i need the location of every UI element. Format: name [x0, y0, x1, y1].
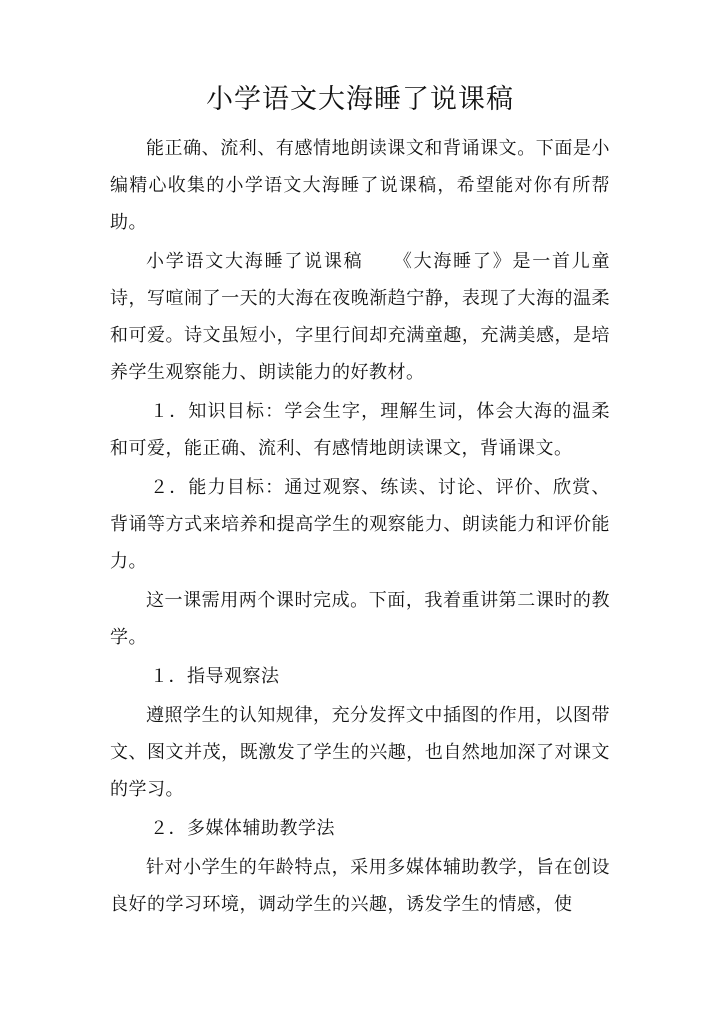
document-page	[110, 80, 610, 923]
paragraph-knowledge-goal: １．知识目标：学会生字，理解生词，体会大海的温柔和可爱，能正确、流利、有感情地朗读课文，背诵课文。	[110, 401, 610, 459]
paragraph-multimedia-method: 针对小学生的年龄特点，采用多媒体辅助教学，旨在创设良好的学习环境，调动学生的兴趣，诱发学生的情感，使	[110, 857, 610, 915]
paragraph-overview: 小学语文大海睡了说课稿 《大海睡了》是一首儿童诗，写喧闹了一天的大海在夜晚渐趋宁静，表现了大海的温柔和可爱。诗文虽短小，字里行间却充满童趣，充满美感，是培养学生观察能力、朗读能力的好教材。	[110, 251, 610, 383]
document-title: 小学语文大海睡了说课稿	[206, 84, 514, 115]
heading-observation-method: １．指导观察法	[150, 666, 280, 687]
paragraph-ability-goal: ２．能力目标：通过观察、练读、讨论、评价、欣赏、背诵等方式来培养和提高学生的观察能力、朗读能力和评价能力。	[110, 477, 610, 572]
paragraph-intro: 能正确、流利、有感情地朗读课文和背诵课文。下面是小编精心收集的小学语文大海睡了说课稿，希望能对你有所帮助。	[110, 138, 610, 233]
paragraph-observation-method: 遵照学生的认知规律，充分发挥文中插图的作用，以图带文、图文并茂，既激发了学生的兴趣，也自然地加深了对课文的学习。	[110, 705, 610, 800]
paragraph-lesson-plan: 这一课需用两个课时完成。下面，我着重讲第二课时的教学。	[110, 590, 610, 648]
heading-multimedia-method: ２．多媒体辅助教学法	[150, 818, 335, 839]
